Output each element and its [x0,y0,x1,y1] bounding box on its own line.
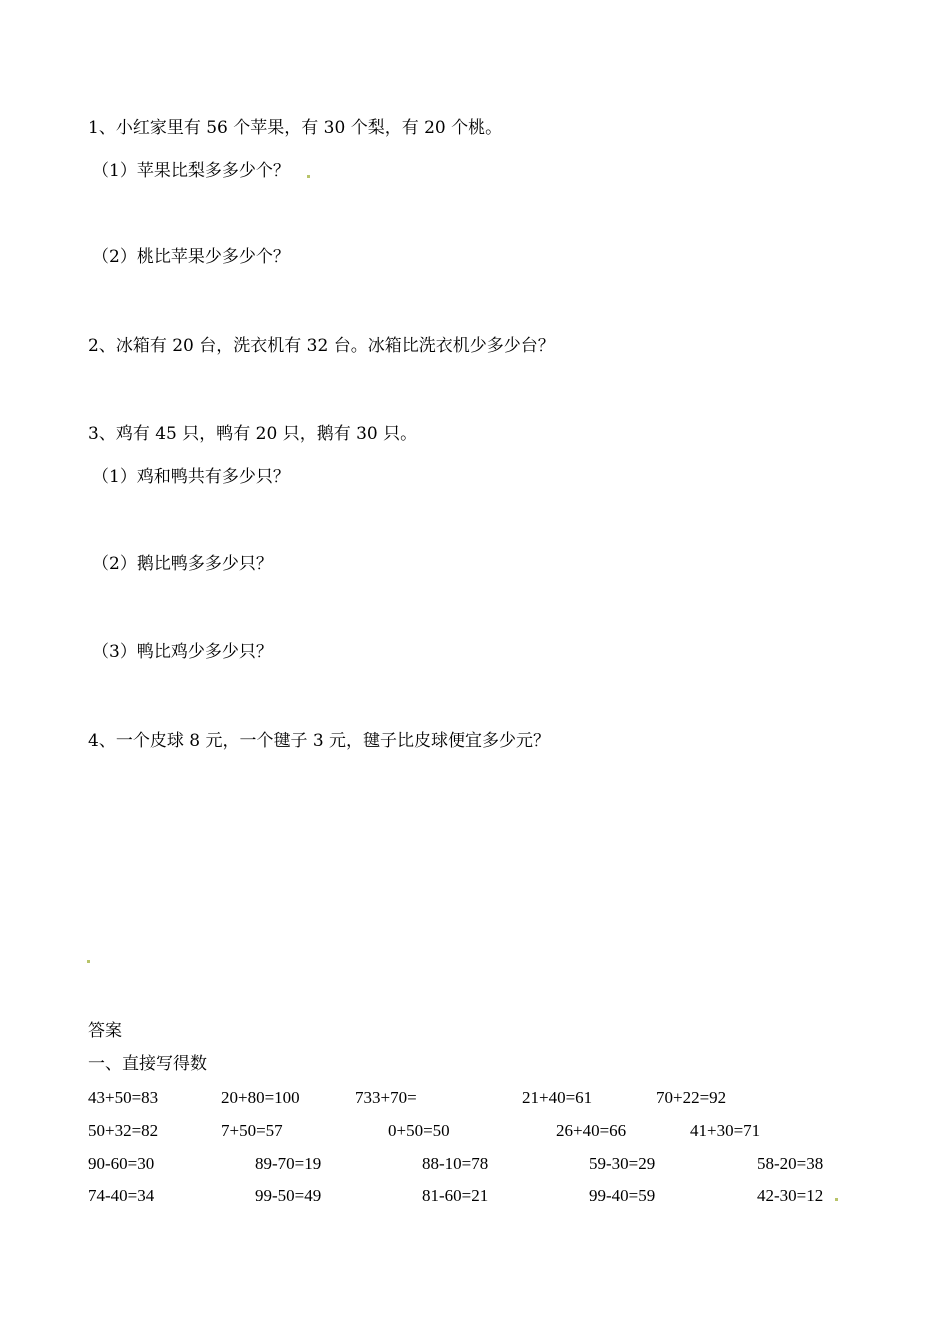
answer-equation: 20+80=100 [221,1088,300,1107]
answer-equation: 99-40=59 [589,1186,656,1205]
answers-section-title: 一、直接写得数 [88,1054,207,1074]
answer-equation: 733+70= [355,1088,417,1107]
question-3: 3、鸡有 45 只，鸭有 20 只，鹅有 30 只。 [88,424,418,444]
answer-equation: 89-70=19 [255,1154,322,1173]
answer-equation: 0+50=50 [388,1121,450,1140]
answer-equation: 42-30=12 [757,1186,824,1205]
question-4: 4、一个皮球 8 元，一个毽子 3 元，毽子比皮球便宜多少元？ [88,731,551,751]
answer-equation: 99-50=49 [255,1186,322,1205]
scan-dot [87,960,90,963]
answer-equation: 7+50=57 [221,1121,283,1140]
question-1-part-1: （1）苹果比梨多多少个？ [92,161,290,181]
answer-equation: 26+40=66 [556,1121,627,1140]
answer-equation: 43+50=83 [88,1088,159,1107]
answer-equation: 70+22=92 [656,1088,727,1107]
answer-equation: 81-60=21 [422,1186,489,1205]
answer-equation: 58-20=38 [757,1154,824,1173]
question-3-part-2: （2）鹅比鸭多多少只？ [92,554,273,574]
question-3-part-3: （3）鸭比鸡少多少只？ [92,642,273,662]
answer-equation: 59-30=29 [589,1154,656,1173]
question-3-part-1: （1）鸡和鸭共有多少只？ [92,467,290,487]
question-1: 1、小红家里有 56 个苹果，有 30 个梨，有 20 个桃。 [88,118,503,138]
answer-equation: 41+30=71 [690,1121,761,1140]
question-2: 2、冰箱有 20 台，洗衣机有 32 台。冰箱比洗衣机少多少台？ [88,336,555,356]
answer-equation: 90-60=30 [88,1154,155,1173]
question-1-part-2: （2）桃比苹果少多少个？ [92,247,290,267]
answer-equation: 50+32=82 [88,1121,159,1140]
answers-title: 答案 [88,1021,122,1041]
scan-dot [835,1198,838,1201]
scan-dot [307,175,310,178]
answer-equation: 88-10=78 [422,1154,489,1173]
answer-equation: 74-40=34 [88,1186,155,1205]
answer-equation: 21+40=61 [522,1088,593,1107]
